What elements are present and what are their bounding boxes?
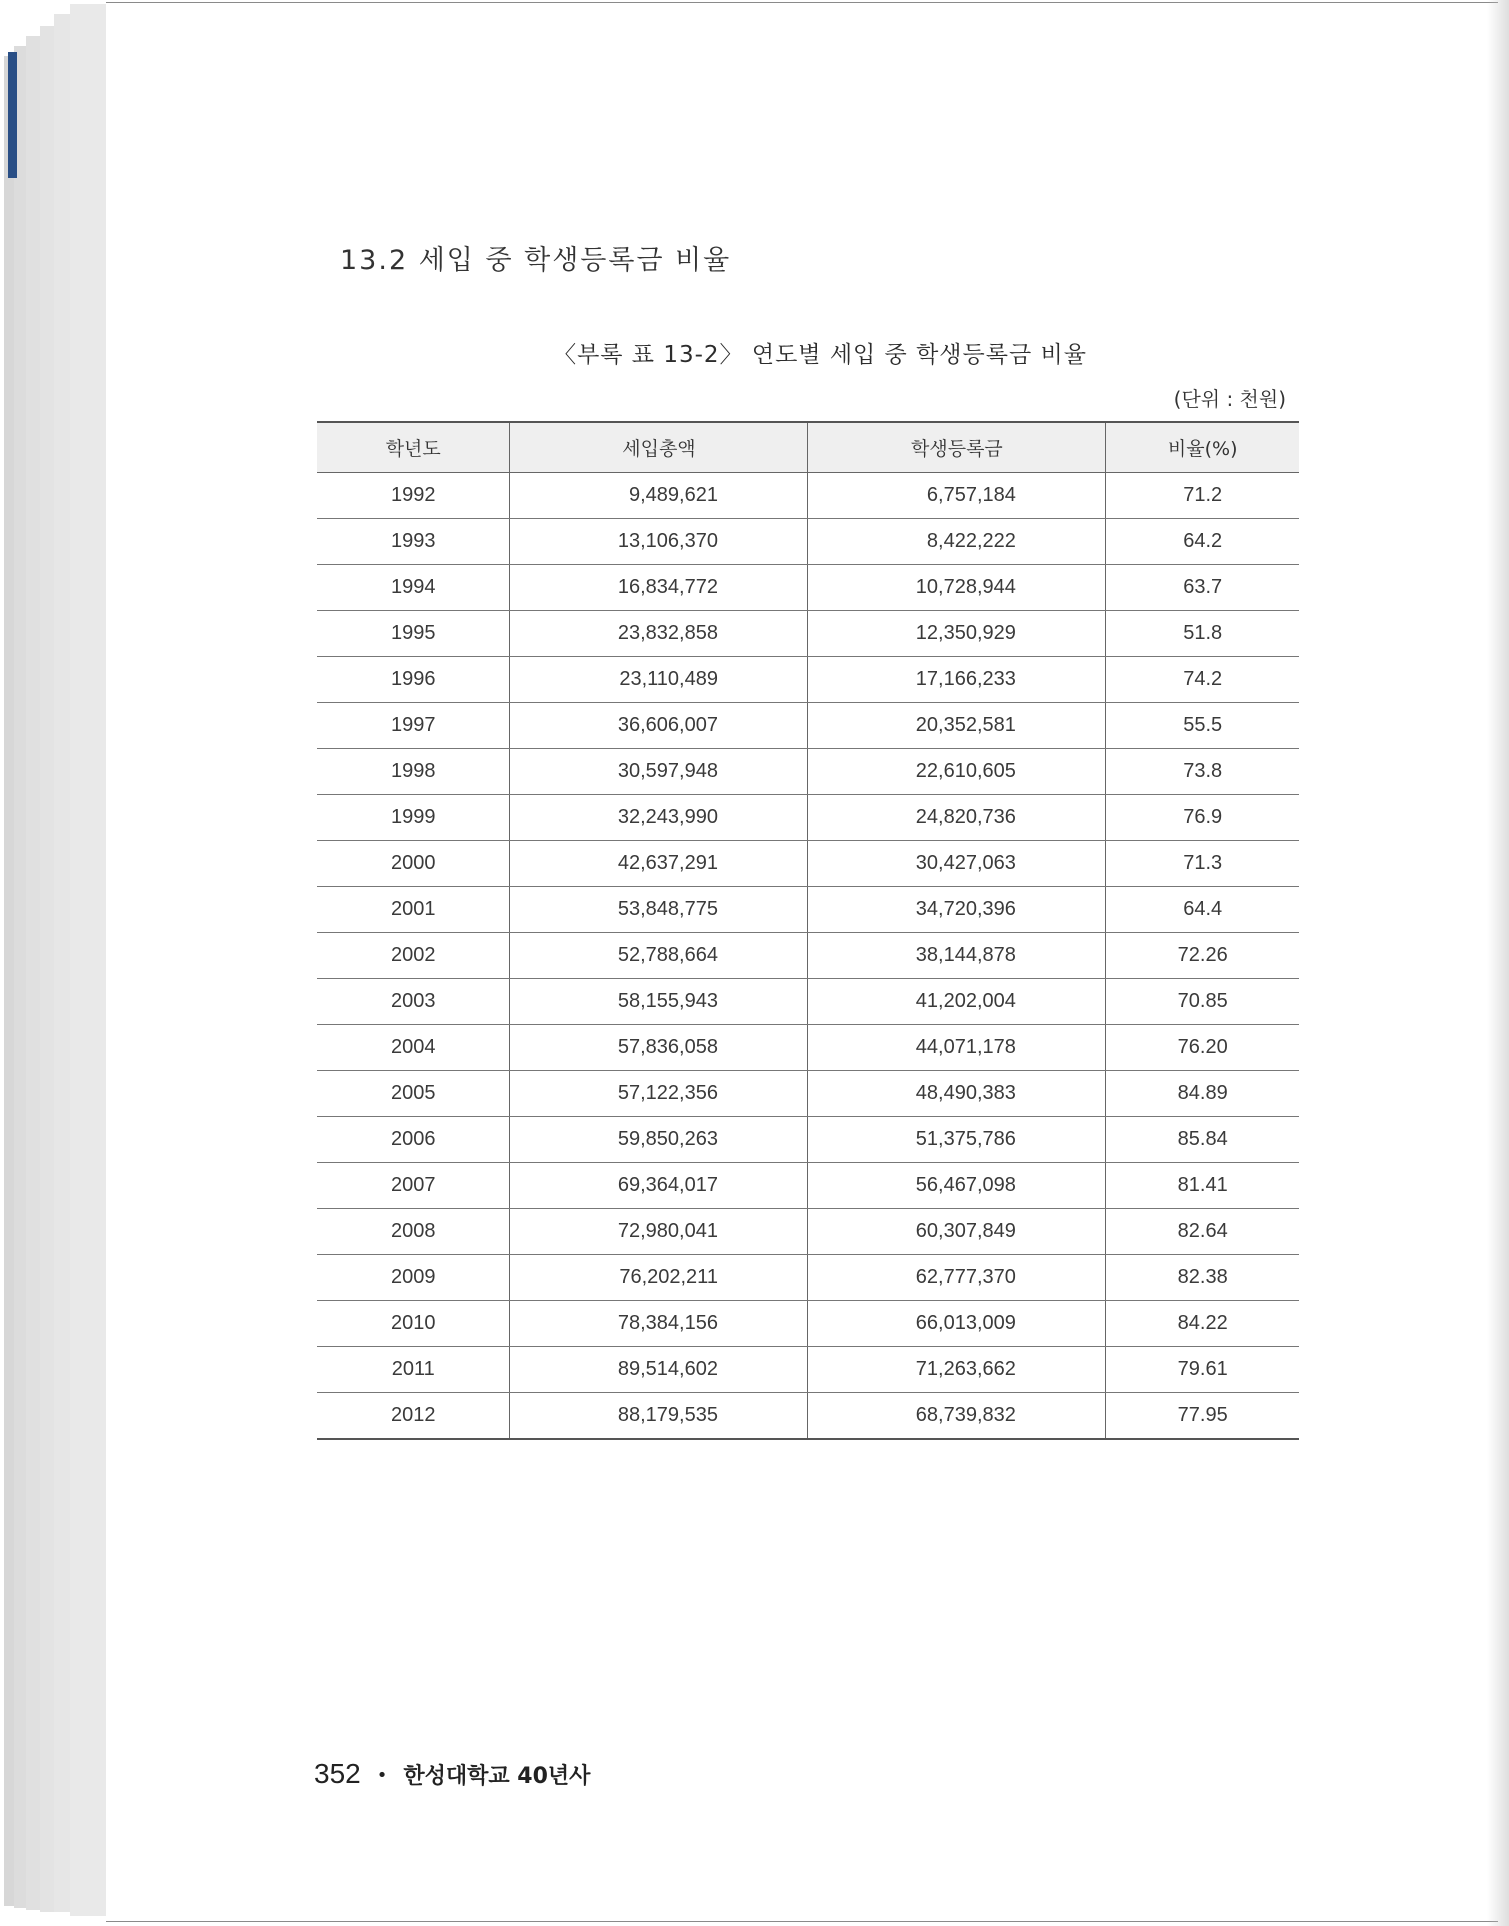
table-row (317, 1255, 1299, 1301)
table-row (317, 1071, 1299, 1117)
cell-tuition-value: 38,144,878 (915, 944, 1016, 966)
cell-ratio: 85.84 (1106, 1117, 1299, 1163)
cell-year: 1995 (317, 611, 510, 657)
table-row (317, 749, 1299, 795)
cell-tuition-value: 30,427,063 (915, 852, 1016, 874)
cell-year: 1993 (317, 519, 510, 565)
cell-total-revenue (510, 657, 808, 703)
bookmark-strip (8, 52, 17, 178)
table-body (317, 473, 1299, 1440)
cell-tuition-value: 8,422,222 (926, 530, 1016, 552)
cell-tuition (808, 1209, 1106, 1255)
cell-tuition-value: 17,166,233 (915, 668, 1016, 690)
cell-year: 2000 (317, 841, 510, 887)
cell-ratio: 82.38 (1106, 1255, 1299, 1301)
header-year: 학년도 (317, 422, 510, 473)
cell-total-revenue-value: 69,364,017 (617, 1174, 718, 1196)
cell-total-revenue-value: 57,836,058 (617, 1036, 718, 1058)
table-row (317, 519, 1299, 565)
cell-total-revenue-value: 42,637,291 (617, 852, 718, 874)
book-title: 한성대학교 40년사 (403, 1764, 591, 1789)
cell-total-revenue (510, 703, 808, 749)
cell-tuition (808, 795, 1106, 841)
cell-tuition (808, 1117, 1106, 1163)
cell-year: 1998 (317, 749, 510, 795)
cell-ratio: 74.2 (1106, 657, 1299, 703)
cell-ratio: 71.2 (1106, 473, 1299, 519)
footer-bullet: • (376, 1765, 388, 1786)
cell-year: 1999 (317, 795, 510, 841)
table-caption: 〈부록 표 13-2〉 연도별 세입 중 학생등록금 비율 (553, 342, 1087, 368)
cell-total-revenue (510, 1209, 808, 1255)
cell-tuition-value: 34,720,396 (915, 898, 1016, 920)
cell-ratio: 55.5 (1106, 703, 1299, 749)
cell-tuition-value: 66,013,009 (915, 1312, 1016, 1334)
cell-total-revenue (510, 933, 808, 979)
cell-tuition-value: 60,307,849 (915, 1220, 1016, 1242)
cell-total-revenue-value: 72,980,041 (617, 1220, 718, 1242)
cell-total-revenue-value: 88,179,535 (617, 1404, 718, 1426)
cell-total-revenue (510, 1301, 808, 1347)
cell-total-revenue (510, 1117, 808, 1163)
header-total-revenue: 세입총액 (510, 422, 808, 473)
cell-total-revenue (510, 841, 808, 887)
cell-tuition-value: 24,820,736 (915, 806, 1016, 828)
cell-year: 1992 (317, 473, 510, 519)
cell-total-revenue-value: 23,832,858 (617, 622, 718, 644)
table-row (317, 1393, 1299, 1440)
cell-tuition (808, 1347, 1106, 1393)
cell-total-revenue-value: 76,202,211 (619, 1266, 718, 1288)
cell-total-revenue-value: 52,788,664 (617, 944, 718, 966)
table-row (317, 933, 1299, 979)
cell-year: 2007 (317, 1163, 510, 1209)
cell-total-revenue (510, 1393, 808, 1440)
table-header-row (317, 422, 1299, 473)
cell-tuition (808, 1393, 1106, 1440)
cell-tuition (808, 979, 1106, 1025)
cell-total-revenue (510, 1347, 808, 1393)
cell-ratio: 70.85 (1106, 979, 1299, 1025)
cell-tuition (808, 1255, 1106, 1301)
table-row (317, 1301, 1299, 1347)
cell-year: 2008 (317, 1209, 510, 1255)
cell-tuition (808, 1163, 1106, 1209)
cell-year: 2010 (317, 1301, 510, 1347)
cell-year: 2005 (317, 1071, 510, 1117)
table-row (317, 795, 1299, 841)
cell-tuition-value: 12,350,929 (915, 622, 1016, 644)
cell-total-revenue (510, 1025, 808, 1071)
cell-ratio: 84.89 (1106, 1071, 1299, 1117)
cell-ratio: 81.41 (1106, 1163, 1299, 1209)
table-row (317, 611, 1299, 657)
table-row (317, 1025, 1299, 1071)
cell-year: 2012 (317, 1393, 510, 1440)
cell-year: 2011 (317, 1347, 510, 1393)
cell-ratio: 71.3 (1106, 841, 1299, 887)
cell-tuition (808, 519, 1106, 565)
cell-ratio: 73.8 (1106, 749, 1299, 795)
cell-total-revenue-value: 57,122,356 (617, 1082, 718, 1104)
cell-total-revenue (510, 887, 808, 933)
page-number: 352 (314, 1758, 361, 1789)
cell-year: 2003 (317, 979, 510, 1025)
cell-tuition-value: 41,202,004 (915, 990, 1016, 1012)
cell-tuition (808, 1301, 1106, 1347)
cell-total-revenue (510, 795, 808, 841)
cell-tuition (808, 749, 1106, 795)
cell-total-revenue-value: 9,489,621 (628, 484, 718, 506)
cell-tuition-value: 6,757,184 (926, 484, 1016, 506)
cell-total-revenue (510, 519, 808, 565)
cell-total-revenue-value: 89,514,602 (617, 1358, 718, 1380)
table-row (317, 703, 1299, 749)
cell-tuition-value: 68,739,832 (915, 1404, 1016, 1426)
cell-total-revenue (510, 565, 808, 611)
cell-tuition-value: 71,263,662 (915, 1358, 1016, 1380)
cell-ratio: 64.2 (1106, 519, 1299, 565)
cell-year: 2004 (317, 1025, 510, 1071)
cell-year: 1997 (317, 703, 510, 749)
cell-ratio: 79.61 (1106, 1347, 1299, 1393)
cell-tuition (808, 473, 1106, 519)
header-ratio: 비율(%) (1106, 422, 1299, 473)
cell-total-revenue-value: 78,384,156 (617, 1312, 718, 1334)
cell-tuition (808, 565, 1106, 611)
cell-total-revenue (510, 979, 808, 1025)
header-tuition: 학생등록금 (808, 422, 1106, 473)
cell-total-revenue-value: 58,155,943 (617, 990, 718, 1012)
cell-tuition (808, 887, 1106, 933)
cell-year: 1994 (317, 565, 510, 611)
cell-tuition-value: 62,777,370 (915, 1266, 1016, 1288)
cell-total-revenue (510, 1255, 808, 1301)
cell-total-revenue-value: 13,106,370 (617, 530, 718, 552)
cell-tuition (808, 1071, 1106, 1117)
table-row (317, 979, 1299, 1025)
section-title: 13.2 세입 중 학생등록금 비율 (340, 245, 732, 276)
cell-total-revenue (510, 1163, 808, 1209)
table-row (317, 1347, 1299, 1393)
data-table (317, 421, 1299, 1440)
cell-tuition (808, 657, 1106, 703)
page-edge (70, 4, 107, 1916)
cell-ratio: 63.7 (1106, 565, 1299, 611)
cell-total-revenue (510, 749, 808, 795)
cell-total-revenue-value: 23,110,489 (619, 668, 718, 690)
cell-tuition (808, 841, 1106, 887)
cell-year: 2009 (317, 1255, 510, 1301)
cell-year: 2002 (317, 933, 510, 979)
cell-total-revenue-value: 16,834,772 (617, 576, 718, 598)
cell-total-revenue (510, 473, 808, 519)
page-shadow (1487, 0, 1509, 1926)
cell-ratio: 77.95 (1106, 1393, 1299, 1440)
table-row (317, 1117, 1299, 1163)
table-row (317, 841, 1299, 887)
cell-ratio: 76.9 (1106, 795, 1299, 841)
cell-tuition-value: 10,728,944 (915, 576, 1016, 598)
cell-total-revenue-value: 30,597,948 (617, 760, 718, 782)
cell-ratio: 82.64 (1106, 1209, 1299, 1255)
cell-tuition-value: 20,352,581 (915, 714, 1016, 736)
cell-ratio: 72.26 (1106, 933, 1299, 979)
cell-total-revenue-value: 53,848,775 (617, 898, 718, 920)
cell-ratio: 51.8 (1106, 611, 1299, 657)
cell-tuition-value: 56,467,098 (915, 1174, 1016, 1196)
cell-tuition-value: 51,375,786 (915, 1128, 1016, 1150)
table-row (317, 565, 1299, 611)
cell-ratio: 76.20 (1106, 1025, 1299, 1071)
cell-tuition-value: 22,610,605 (915, 760, 1016, 782)
cell-year: 2006 (317, 1117, 510, 1163)
book-page-edges (0, 0, 110, 1926)
page-footer (314, 1758, 590, 1790)
table-unit-note: (단위 : 천원) (1173, 387, 1286, 411)
cell-tuition-value: 48,490,383 (915, 1082, 1016, 1104)
cell-year: 1996 (317, 657, 510, 703)
table-row (317, 657, 1299, 703)
cell-ratio: 84.22 (1106, 1301, 1299, 1347)
table-row (317, 887, 1299, 933)
table-row (317, 1163, 1299, 1209)
cell-tuition-value: 44,071,178 (915, 1036, 1016, 1058)
cell-total-revenue-value: 32,243,990 (617, 806, 718, 828)
cell-tuition (808, 703, 1106, 749)
cell-total-revenue (510, 1071, 808, 1117)
cell-ratio: 64.4 (1106, 887, 1299, 933)
cell-total-revenue (510, 611, 808, 657)
cell-year: 2001 (317, 887, 510, 933)
cell-tuition (808, 611, 1106, 657)
table-row (317, 1209, 1299, 1255)
table-row (317, 473, 1299, 519)
cell-tuition (808, 1025, 1106, 1071)
cell-tuition (808, 933, 1106, 979)
cell-total-revenue-value: 59,850,263 (617, 1128, 718, 1150)
cell-total-revenue-value: 36,606,007 (617, 714, 718, 736)
